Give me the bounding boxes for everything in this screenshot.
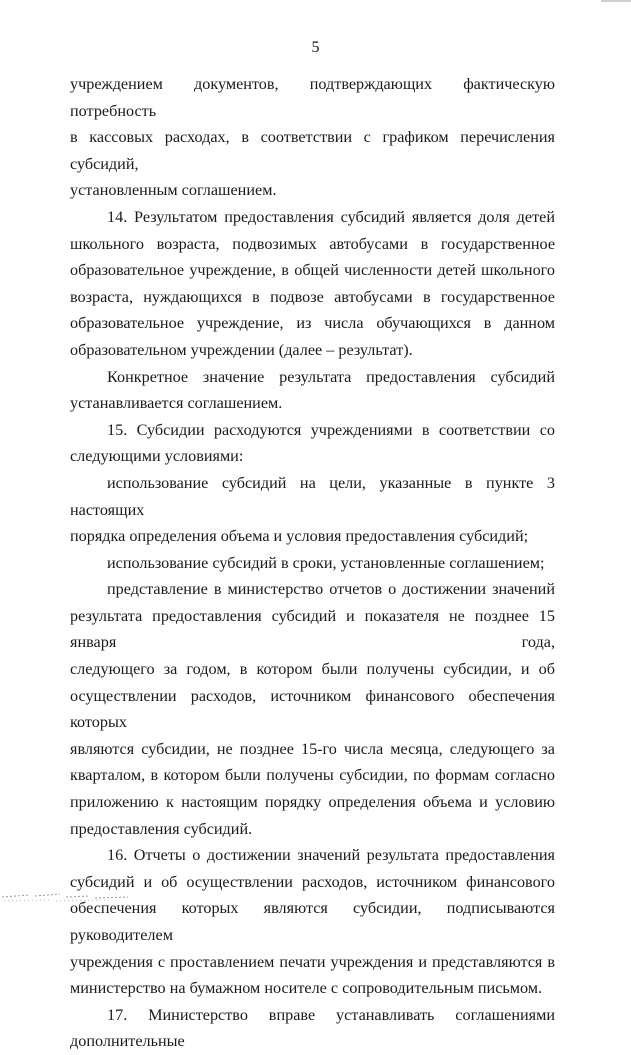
text-line: использование субсидий в сроки, установленные соглашением;	[107, 553, 545, 572]
text-line: приложению к настоящим порядку определения объема и условию	[70, 793, 555, 812]
text-line: следующими условиями:	[70, 447, 244, 466]
text-line: устанавливается соглашением.	[70, 394, 283, 413]
text-line: школьного возраста, подвозимых автобусами в государственное	[70, 234, 555, 253]
text-line: образовательном учреждении (далее – результат).	[70, 340, 413, 359]
text-line: министерство на бумажном носителе с сопроводительным письмом.	[70, 979, 543, 998]
text-line: учреждением документов, подтверждающих фактическую потребность	[70, 75, 555, 120]
text-line: 15. Субсидии расходуются учреждениями в соответствии со	[107, 420, 555, 439]
text-line: в кассовых расходах, в соответствии с графиком перечисления субсидий,	[70, 128, 555, 173]
text-line: результата предоставления субсидий и показателя не позднее 15 января года,	[70, 606, 555, 652]
scan-edge-mark	[601, 0, 631, 2]
text-line: порядка определения объема и условия предоставления субсидий;	[70, 527, 529, 546]
text-line: субсидий и об осуществлении расходов, источником финансового	[70, 872, 555, 891]
text-line: осуществлении расходов, источником финансового обеспечения которых	[70, 686, 555, 732]
text-line: кварталом, в котором были получены субсидии, по формам согласно	[70, 766, 555, 785]
text-line: учреждения с проставлением печати учреждения и представляются в	[70, 952, 555, 971]
page-number: 5	[311, 39, 320, 56]
text-line: образовательное учреждение, из числа обучающихся в данном	[70, 314, 555, 333]
text-line: использование субсидий на цели, указанные в пункте 3 настоящих	[70, 473, 555, 519]
text-line: Конкретное значение результата предоставления субсидий	[107, 367, 555, 386]
text-line: 16. Отчеты о достижении значений результата предоставления	[107, 846, 555, 865]
scan-noise-mark	[0, 885, 140, 905]
text-line: предоставления субсидий.	[70, 819, 253, 838]
text-line: обеспечения которых являются субсидии, подписываются руководителем	[70, 899, 555, 944]
text-line: возраста, нуждающихся в подвозе автобусами в государственное	[70, 287, 555, 306]
text-line: следующего за годом, в котором были получены субсидии, и об	[70, 660, 555, 679]
text-line: 14. Результатом предоставления субсидий является доля детей	[107, 207, 555, 226]
document-body	[70, 71, 555, 1055]
text-line: 17. Министерство вправе устанавливать соглашениями дополнительные	[70, 1005, 555, 1051]
text-line: установленным соглашением.	[70, 181, 277, 200]
text-line: образовательное учреждение, в общей численности детей школьного	[70, 261, 555, 280]
text-line: являются субсидии, не позднее 15-го числа месяца, следующего за	[70, 739, 555, 758]
text-line: представление в министерство отчетов о достижении значений	[107, 580, 555, 599]
